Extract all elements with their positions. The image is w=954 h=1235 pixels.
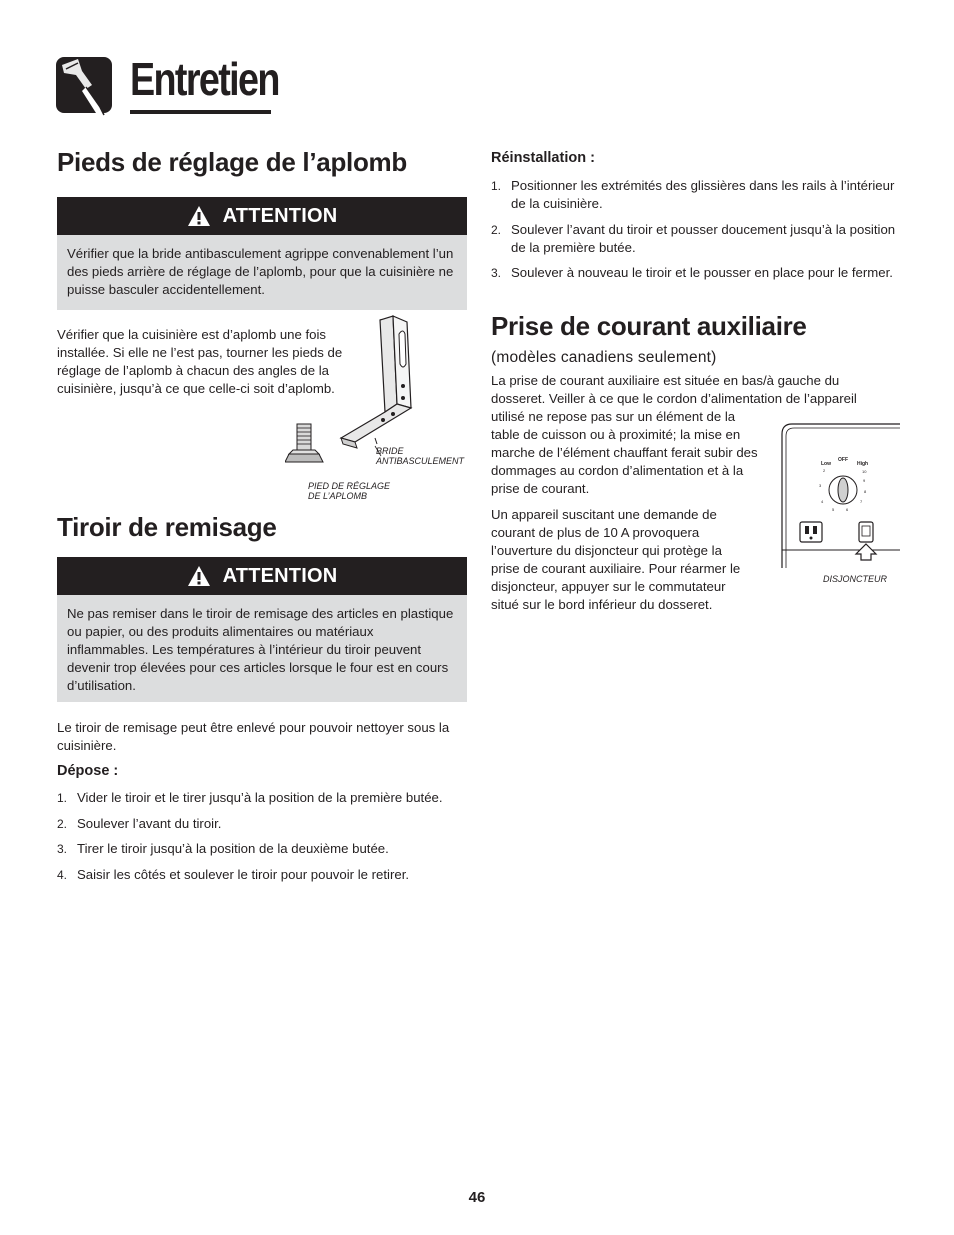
step-text: Positionner les extrémités des glissières dans les rails à l’intérieur de la cuisinière. bbox=[511, 178, 895, 211]
dial-low-label: Low bbox=[821, 461, 831, 467]
foot-label-line1: PIED DE RÉGLAGE bbox=[308, 481, 391, 491]
reinstall-steps bbox=[491, 177, 906, 290]
step-number: 1. bbox=[57, 791, 68, 805]
attention-text-leveling: Vérifier que la bride antibasculement agrippe convenablement l’un des pieds arrière de réglage de l’aplomb, pour que la cuisinière ne puisse basculer accidentellement. bbox=[57, 235, 467, 310]
screwdriver-icon bbox=[56, 55, 112, 117]
outlet-para1a: La prise de courant auxiliaire est située en bas/à gauche du dosseret. Veiller à ce que le cordon d’alimentation de l’appareil bbox=[491, 373, 857, 406]
dial-number: 7 bbox=[860, 499, 863, 504]
drawer-body: Le tiroir de remisage peut être enlevé pour pouvoir nettoyer sous la cuisinière. bbox=[57, 720, 450, 753]
step-number: 2. bbox=[491, 222, 502, 237]
step-text: Soulever l’avant du tiroir. bbox=[77, 815, 222, 831]
attention-label: ATTENTION bbox=[222, 564, 338, 587]
outlet-para2: Un appareil suscitant une demande de courant de plus de 10 A provoquera l’ouverture du disjoncteur qui protège la prise de courant auxiliaire. Pour réarmer le disjoncteur, appuyer sur le commutateur situé sur le bord inférieur du dosseret. bbox=[491, 507, 741, 612]
dial-high-label: High bbox=[857, 461, 869, 467]
attention-bar-leveling bbox=[57, 197, 467, 235]
warning-icon bbox=[187, 205, 211, 227]
reinstall-title: Réinstallation : bbox=[491, 150, 595, 166]
anti-tip-bracket-figure bbox=[285, 314, 465, 464]
removal-title: Dépose : bbox=[57, 763, 119, 779]
step-number: 2. bbox=[57, 816, 68, 831]
leveling-body: Vérifier que la cuisinière est d’aplomb une fois installée. Si elle ne l’est pas, tourner les pieds de réglage de l’aplomb à chacun des angles de la cuisinière, jusqu’à ce que celle-ci soit d’aplomb. bbox=[57, 327, 343, 396]
bracket-label-line2: ANTIBASCULEMENT bbox=[376, 456, 465, 466]
bracket-label-line1: BRIDE bbox=[376, 446, 404, 456]
dial-number: 10 bbox=[862, 469, 867, 474]
attention-text-drawer: Ne pas remiser dans le tiroir de remisage des articles en plastique ou papier, ou des produits alimentaires ou matériaux inflammables. Les températures à l’intérieur du tiroir peuvent devenir trop élevées pour ces articles lorsque le four est en cours d’utilisation. bbox=[57, 595, 467, 702]
step-text: Tirer le tiroir jusqu’à la position de la deuxième butée. bbox=[77, 841, 389, 856]
removal-steps bbox=[57, 789, 467, 891]
step-number: 1. bbox=[491, 179, 502, 193]
outlet-panel-figure bbox=[778, 420, 900, 570]
dial-number: 4 bbox=[821, 499, 824, 504]
list-item bbox=[57, 789, 467, 807]
list-item bbox=[491, 221, 906, 257]
list-item bbox=[57, 840, 467, 858]
breaker-label: DISJONCTEUR bbox=[823, 574, 888, 584]
step-number: 3. bbox=[57, 842, 68, 856]
outlet-para1b: utilisé ne repose pas sur un élément de la table de cuisson ou à proximité; la mise en marche de l’élément chauffant ferait subir des dommages au cordon d’alimentation et à la prise de courant. bbox=[491, 409, 758, 496]
list-item bbox=[57, 815, 467, 833]
outlet-subtitle: (modèles canadiens seulement) bbox=[491, 349, 717, 366]
attention-label: ATTENTION bbox=[222, 204, 338, 227]
list-item bbox=[491, 264, 906, 282]
foot-label-line2: DE L’APLOMB bbox=[308, 491, 368, 501]
dial-number: 9 bbox=[863, 478, 866, 483]
title-rule bbox=[130, 110, 271, 114]
warning-icon bbox=[187, 565, 211, 587]
dial-number: 6 bbox=[846, 507, 849, 512]
step-text: Vider le tiroir et le tirer jusqu’à la position de la première butée. bbox=[77, 790, 443, 805]
dial-number: 5 bbox=[832, 507, 835, 512]
step-number: 4. bbox=[57, 867, 68, 882]
step-text: Soulever l’avant du tiroir et pousser doucement jusqu’à la position de la première butée. bbox=[511, 221, 896, 255]
section-title-leveling: Pieds de réglage de l’aplomb bbox=[57, 147, 407, 177]
step-number: 3. bbox=[491, 266, 502, 280]
dial-off-label: OFF bbox=[838, 457, 848, 463]
step-text: Saisir les côtés et soulever le tiroir pour pouvoir le retirer. bbox=[77, 866, 410, 882]
page-title: Entretien bbox=[130, 53, 279, 105]
bracket-label bbox=[376, 446, 464, 466]
attention-bar-drawer bbox=[57, 557, 467, 595]
foot-label bbox=[308, 481, 390, 501]
dial-number: 8 bbox=[864, 489, 867, 494]
section-title-outlet: Prise de courant auxiliaire bbox=[491, 311, 807, 341]
list-item bbox=[491, 177, 906, 213]
section-title-drawer: Tiroir de remisage bbox=[57, 512, 277, 542]
dial-number: 2 bbox=[823, 468, 826, 473]
page-number: 46 bbox=[468, 1189, 486, 1206]
list-item bbox=[57, 866, 467, 884]
dial-number: 3 bbox=[819, 483, 822, 488]
step-text: Soulever à nouveau le tiroir et le pousser en place pour le fermer. bbox=[511, 265, 893, 280]
